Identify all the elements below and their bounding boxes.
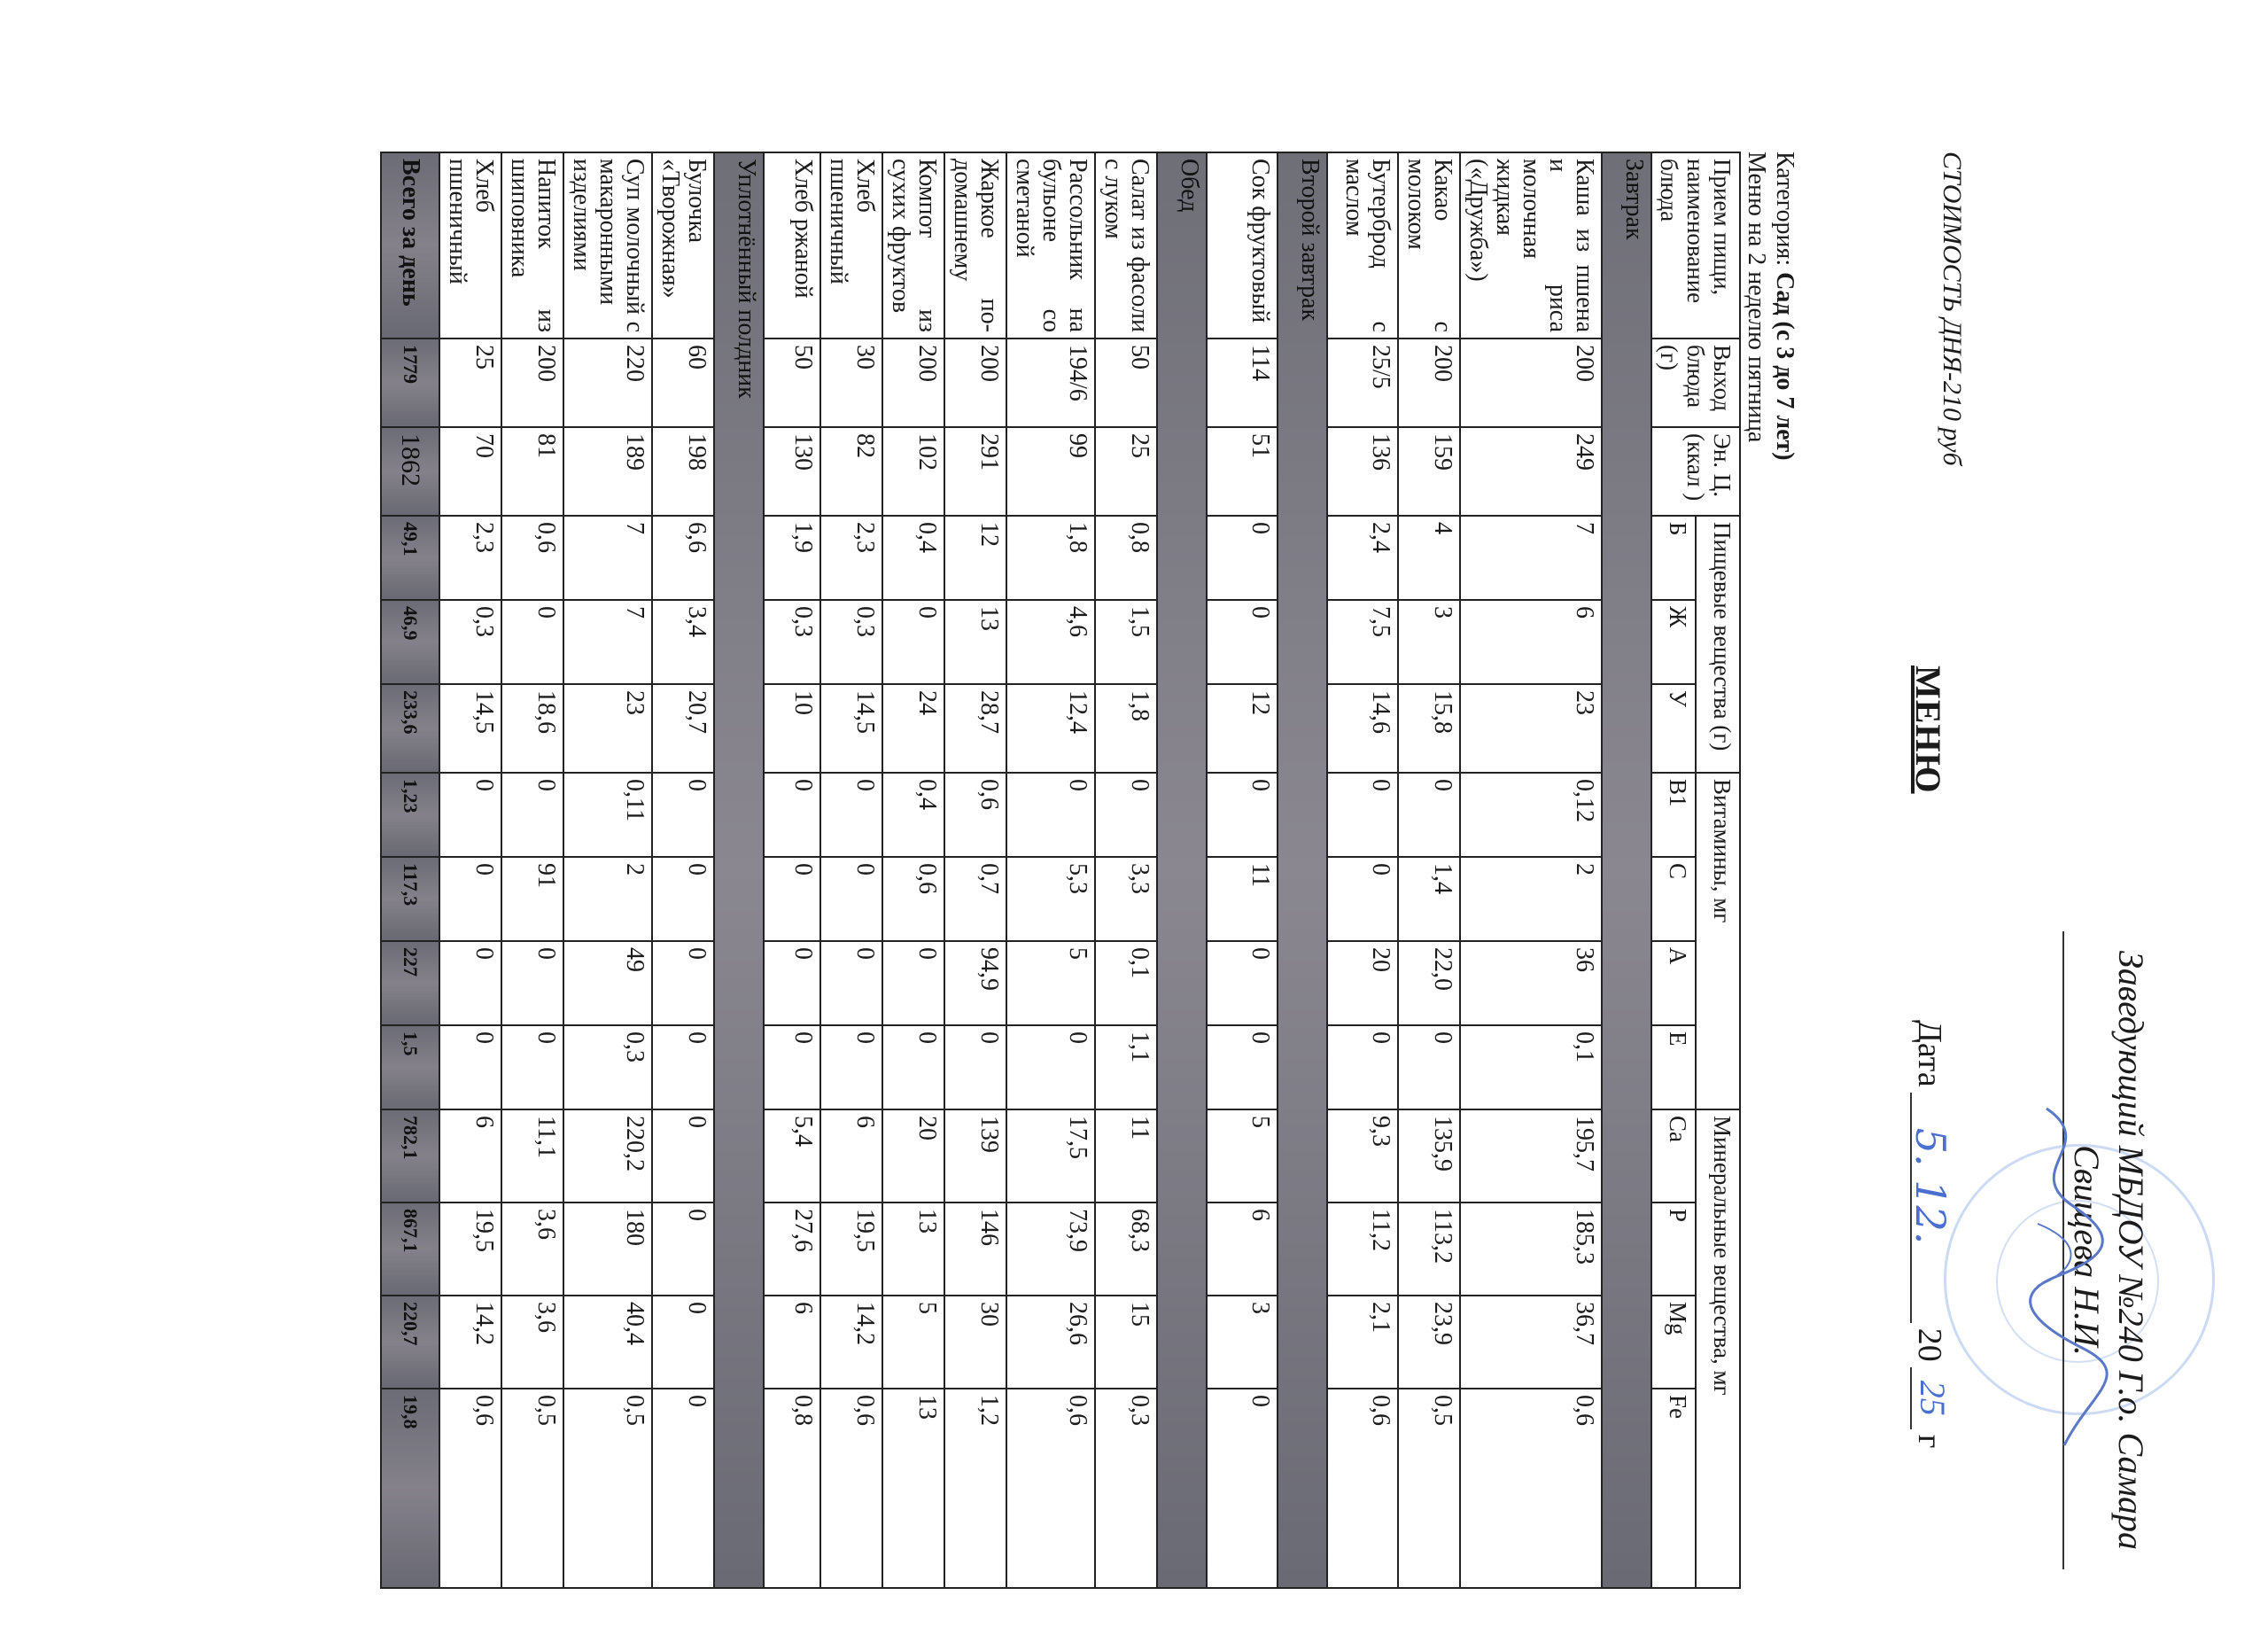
table-cell: 5,4: [764, 1109, 820, 1202]
director-name-text: Свищева Н.И.: [2067, 1145, 2107, 1356]
table-cell: 2: [563, 857, 652, 941]
table-row: [1095, 152, 1157, 1588]
table-cell: 3,6: [501, 1296, 563, 1389]
table-cell: 0: [764, 773, 820, 857]
table-cell: 20: [882, 1109, 944, 1202]
table-row: [944, 152, 1006, 1588]
table-cell: 14,2: [820, 1296, 882, 1389]
table-cell: 0: [764, 1025, 820, 1109]
table-cell: 220,2: [563, 1109, 652, 1202]
table-cell: 14,2: [439, 1296, 501, 1389]
total-cell: 49,1: [381, 516, 439, 600]
table-cell: 12: [944, 516, 1006, 600]
table-cell: 0,6: [1327, 1389, 1398, 1588]
dish-name: Хлеб ржаной: [764, 152, 820, 339]
table-cell: 94,9: [944, 941, 1006, 1025]
table-cell: 0,8: [1095, 516, 1157, 600]
table-cell: 15,8: [1398, 684, 1460, 773]
table-cell: 22,0: [1398, 941, 1460, 1025]
table-row: [1006, 152, 1095, 1588]
table-cell: 7,5: [1327, 600, 1398, 684]
table-cell: 0: [652, 1389, 714, 1588]
table-cell: 0: [652, 857, 714, 941]
table-cell: 14,5: [820, 684, 882, 773]
table-cell: 36,7: [1460, 1296, 1602, 1389]
table-cell: 12: [1207, 684, 1278, 773]
table-row: [882, 152, 944, 1588]
table-cell: 1,4: [1398, 857, 1460, 941]
table-cell: 220: [563, 339, 652, 427]
section-title: Завтрак: [1602, 152, 1651, 1588]
table-cell: 0: [1207, 1025, 1278, 1109]
table-cell: 0: [501, 941, 563, 1025]
table-cell: 20,7: [652, 684, 714, 773]
signature-icon: [2011, 1091, 2117, 1463]
table-cell: 20: [1327, 941, 1398, 1025]
table-cell: 0: [1006, 1025, 1095, 1109]
table-cell: 0,6: [501, 516, 563, 600]
table-cell: 0,1: [1460, 1025, 1602, 1109]
header-mg: Mg: [1651, 1296, 1696, 1389]
table-cell: 2,1: [1327, 1296, 1398, 1389]
dish-name: Рассольник на бульоне со сметаной: [1006, 152, 1095, 339]
table-cell: 18,6: [501, 684, 563, 773]
header-dish: Прием пищи, наименование блюда: [1651, 152, 1740, 339]
header-c: С: [1651, 857, 1696, 941]
table-cell: 189: [563, 427, 652, 516]
table-cell: 0: [1327, 773, 1398, 857]
section-title: Обед: [1157, 152, 1207, 1588]
table-cell: 0: [1207, 941, 1278, 1025]
table-cell: 3,3: [1095, 857, 1157, 941]
table-cell: 113,2: [1398, 1202, 1460, 1296]
table-cell: 102: [882, 427, 944, 516]
table-cell: 146: [944, 1202, 1006, 1296]
table-cell: 0: [820, 857, 882, 941]
table-cell: 30: [944, 1296, 1006, 1389]
table-row: [652, 152, 714, 1588]
table-cell: 3,6: [501, 1202, 563, 1296]
page-title: МЕНЮ: [1908, 665, 1948, 794]
table-cell: 0: [764, 941, 820, 1025]
table-cell: 2: [1460, 857, 1602, 941]
table-cell: 3: [1398, 600, 1460, 684]
table-row: [1327, 152, 1398, 1588]
table-cell: 40,4: [563, 1296, 652, 1389]
total-cell: 227: [381, 941, 439, 1025]
total-cell: 1,5: [381, 1025, 439, 1109]
date-label: Дата: [1911, 1020, 1948, 1087]
table-cell: 0: [944, 1025, 1006, 1109]
table-cell: 23,9: [1398, 1296, 1460, 1389]
dish-name: Хлеб пшеничный: [439, 152, 501, 339]
year-suffix: г: [1911, 1434, 1948, 1449]
table-cell: 194/6: [1006, 339, 1095, 427]
table-cell: 135,9: [1398, 1109, 1460, 1202]
director-title: Заведующий МБДОУ №240 Г.о. Самара: [2111, 950, 2151, 1551]
dish-name: Бутерброд с маслом: [1327, 152, 1398, 339]
header-fe: Fe: [1651, 1389, 1696, 1588]
table-cell: 5,3: [1006, 857, 1095, 941]
table-cell: 0: [882, 1025, 944, 1109]
table-cell: 14,6: [1327, 684, 1398, 773]
table-cell: 0: [1207, 1389, 1278, 1588]
table-cell: 0,6: [820, 1389, 882, 1588]
table-row: [501, 152, 563, 1588]
header-ca: Ca: [1651, 1109, 1696, 1202]
table-cell: 70: [439, 427, 501, 516]
table-cell: 180: [563, 1202, 652, 1296]
table-cell: 7: [563, 600, 652, 684]
table-cell: 26,6: [1006, 1296, 1095, 1389]
table-cell: 50: [1095, 339, 1157, 427]
table-cell: 1,1: [1095, 1025, 1157, 1109]
table-cell: 0: [1398, 1025, 1460, 1109]
section-title: Уплотнённый полдник: [714, 152, 764, 1588]
table-cell: 19,5: [439, 1202, 501, 1296]
table-cell: 1,9: [764, 516, 820, 600]
table-cell: 6: [764, 1296, 820, 1389]
table-row: [563, 152, 652, 1588]
table-cell: 14,5: [439, 684, 501, 773]
table-cell: 9,3: [1327, 1109, 1398, 1202]
table-cell: 49: [563, 941, 652, 1025]
section-title: Второй завтрак: [1278, 152, 1327, 1588]
table-cell: 114: [1207, 339, 1278, 427]
table-cell: 0: [439, 1025, 501, 1109]
date-row: [1907, 1020, 1958, 1449]
table-row: [820, 152, 882, 1588]
dish-name: Компот из сухих фруктов: [882, 152, 944, 339]
table-cell: 12,4: [1006, 684, 1095, 773]
header-u: У: [1651, 684, 1696, 773]
table-cell: 0,7: [944, 857, 1006, 941]
table-cell: 27,6: [764, 1202, 820, 1296]
category-value: Сад (с 3 до 7 лет): [1771, 272, 1798, 461]
table-cell: 13: [882, 1202, 944, 1296]
table-cell: 195,7: [1460, 1109, 1602, 1202]
table-cell: 0: [1327, 1025, 1398, 1109]
table-cell: 0: [1207, 516, 1278, 600]
table-cell: 15: [1095, 1296, 1157, 1389]
category-label: Категория:: [1771, 152, 1798, 267]
table-cell: 36: [1460, 941, 1602, 1025]
table-cell: 0: [1207, 773, 1278, 857]
table-cell: 51: [1207, 427, 1278, 516]
table-cell: 2,3: [439, 516, 501, 600]
table-cell: 6: [820, 1109, 882, 1202]
header-yield: Выход блюда (г): [1651, 339, 1740, 427]
table-cell: 50: [764, 339, 820, 427]
table-cell: 13: [882, 1389, 944, 1588]
table-cell: 0: [820, 773, 882, 857]
table-cell: 23: [563, 684, 652, 773]
section-row: [714, 152, 764, 1588]
table-cell: 0,12: [1460, 773, 1602, 857]
total-cell: 867,1: [381, 1202, 439, 1296]
total-cell: 782,1: [381, 1109, 439, 1202]
table-cell: 19,5: [820, 1202, 882, 1296]
table-cell: 198: [652, 427, 714, 516]
table-cell: 0: [820, 1025, 882, 1109]
table-cell: 25/5: [1327, 339, 1398, 427]
table-cell: 68,3: [1095, 1202, 1157, 1296]
table-cell: 6: [1207, 1202, 1278, 1296]
table-cell: 0: [501, 1025, 563, 1109]
table-cell: 10: [764, 684, 820, 773]
total-cell: 19,8: [381, 1389, 439, 1588]
table-cell: 30: [820, 339, 882, 427]
table-cell: 0,3: [820, 600, 882, 684]
date-field: [1907, 1093, 1958, 1323]
dish-name: Напиток из шиповника: [501, 152, 563, 339]
menu-table-body: [381, 152, 1651, 1588]
table-cell: 7: [563, 516, 652, 600]
year-prefix: 20: [1911, 1327, 1948, 1362]
header-zh: Ж: [1651, 600, 1696, 684]
table-cell: 4: [1398, 516, 1460, 600]
total-label: Всего за день: [381, 152, 439, 339]
table-cell: 7: [1460, 516, 1602, 600]
table-cell: 0: [1398, 773, 1460, 857]
total-cell: 233,6: [381, 684, 439, 773]
table-cell: 0,6: [439, 1389, 501, 1588]
table-cell: 25: [439, 339, 501, 427]
table-cell: 0,5: [501, 1389, 563, 1588]
table-cell: 291: [944, 427, 1006, 516]
table-cell: 99: [1006, 427, 1095, 516]
dish-name: Жаркое по-домашнему: [944, 152, 1006, 339]
table-cell: 6: [439, 1109, 501, 1202]
header-minerals: Минеральные вещества, мг: [1696, 1109, 1740, 1588]
dish-name: Хлеб пшеничный: [820, 152, 882, 339]
table-cell: 81: [501, 427, 563, 516]
table-cell: 0: [652, 773, 714, 857]
table-cell: 11: [1095, 1109, 1157, 1202]
table-cell: 6,6: [652, 516, 714, 600]
total-cell: 1,23: [381, 773, 439, 857]
table-cell: 0,6: [944, 773, 1006, 857]
table-header-row: [1696, 152, 1740, 1588]
table-cell: 28,7: [944, 684, 1006, 773]
table-cell: 0: [652, 941, 714, 1025]
table-cell: 1,5: [1095, 600, 1157, 684]
table-cell: 0: [652, 1109, 714, 1202]
table-cell: 0: [1095, 773, 1157, 857]
table-row: [764, 152, 820, 1588]
table-cell: 11: [1207, 857, 1278, 941]
table-cell: 0,4: [882, 773, 944, 857]
table-cell: 13: [944, 600, 1006, 684]
table-cell: 0: [652, 1296, 714, 1389]
table-cell: 5: [882, 1296, 944, 1389]
header-nutrients: Пищевые вещества (г): [1696, 516, 1740, 773]
total-cell: 117,3: [381, 857, 439, 941]
dish-name: Каша из пшена и риса молочная жидкая («Дружба»): [1460, 152, 1602, 339]
table-cell: 0: [1006, 773, 1095, 857]
header-p: P: [1651, 1202, 1696, 1296]
header-vitamins: Витамины, мг: [1696, 773, 1740, 1109]
table-cell: 0: [882, 600, 944, 684]
dish-name: Какао с молоком: [1398, 152, 1460, 339]
table-cell: 3,4: [652, 600, 714, 684]
table-cell: 24: [882, 684, 944, 773]
header-e: Е: [1651, 1025, 1696, 1109]
table-cell: 200: [882, 339, 944, 427]
year-handwritten: 25: [1910, 1367, 1953, 1429]
dish-name: Сок фруктовый: [1207, 152, 1278, 339]
header-b1: В1: [1651, 773, 1696, 857]
table-cell: 1,2: [944, 1389, 1006, 1588]
date-handwritten: 5. 12.: [1907, 1127, 1954, 1245]
table-cell: 0: [764, 857, 820, 941]
total-cell: 220,7: [381, 1296, 439, 1389]
section-row: [1157, 152, 1207, 1588]
table-cell: 0,11: [563, 773, 652, 857]
table-cell: 0: [820, 941, 882, 1025]
table-cell: 0,6: [882, 857, 944, 941]
table-cell: 91: [501, 857, 563, 941]
table-cell: 1,8: [1095, 684, 1157, 773]
table-cell: 139: [944, 1109, 1006, 1202]
dish-name: Салат из фасоли с луком: [1095, 152, 1157, 339]
table-cell: 11,1: [501, 1109, 563, 1202]
table-cell: 2,4: [1327, 516, 1398, 600]
table-cell: 1,8: [1006, 516, 1095, 600]
table-cell: 0: [439, 857, 501, 941]
table-row: [1398, 152, 1460, 1588]
table-cell: 0,5: [1398, 1389, 1460, 1588]
table-cell: 130: [764, 427, 820, 516]
table-cell: 0,6: [1006, 1389, 1095, 1588]
table-cell: 0,3: [439, 600, 501, 684]
table-cell: 200: [1398, 339, 1460, 427]
table-cell: 23: [1460, 684, 1602, 773]
table-cell: 0: [1327, 857, 1398, 941]
table-cell: 6: [1460, 600, 1602, 684]
section-row: [1278, 152, 1327, 1588]
table-cell: 0: [501, 773, 563, 857]
dish-name: Булочка «Творожная»: [652, 152, 714, 339]
section-row: [1602, 152, 1651, 1588]
header-b: Б: [1651, 516, 1696, 600]
table-cell: 0: [652, 1025, 714, 1109]
table-cell: 2,3: [820, 516, 882, 600]
table-row: [1207, 152, 1278, 1588]
day-cost: СТОИМОСТЬ ДНЯ-210 руб: [1938, 152, 1967, 466]
table-cell: 3: [1207, 1296, 1278, 1389]
table-cell: 25: [1095, 427, 1157, 516]
table-cell: 0,5: [563, 1389, 652, 1588]
table-row: [439, 152, 501, 1588]
table-cell: 185,3: [1460, 1202, 1602, 1296]
table-cell: 0: [439, 773, 501, 857]
table-cell: 0: [882, 941, 944, 1025]
header-energy: Эн. Ц. (ккал ): [1651, 427, 1740, 516]
table-cell: 0,1: [1095, 941, 1157, 1025]
menu-subtitle: Меню на 2 неделю пятница: [1743, 152, 1770, 443]
table-cell: 0,3: [1095, 1389, 1157, 1588]
table-cell: 200: [501, 339, 563, 427]
table-cell: 159: [1398, 427, 1460, 516]
total-row: [381, 152, 439, 1588]
table-cell: 200: [1460, 339, 1602, 427]
category-line: [1770, 152, 1798, 461]
table-cell: 5: [1006, 941, 1095, 1025]
table-row: [1460, 152, 1602, 1588]
table-cell: 0: [501, 600, 563, 684]
menu-sheet: [18, 27, 2250, 1623]
table-cell: 249: [1460, 427, 1602, 516]
table-cell: 0,3: [764, 600, 820, 684]
table-cell: 0,6: [1460, 1389, 1602, 1588]
table-cell: 0,8: [764, 1389, 820, 1588]
table-cell: 0,4: [882, 516, 944, 600]
table-cell: 0: [652, 1202, 714, 1296]
table-cell: 60: [652, 339, 714, 427]
table-cell: 73,9: [1006, 1202, 1095, 1296]
table-cell: 11,2: [1327, 1202, 1398, 1296]
total-cell: 46,9: [381, 600, 439, 684]
total-cell: 1862: [381, 427, 439, 516]
table-cell: 0: [1207, 600, 1278, 684]
table-cell: 0,3: [563, 1025, 652, 1109]
table-cell: 82: [820, 427, 882, 516]
table-cell: 4,6: [1006, 600, 1095, 684]
dish-name: Суп молочный с макаронными изделиями: [563, 152, 652, 339]
table-cell: 136: [1327, 427, 1398, 516]
table-cell: 17,5: [1006, 1109, 1095, 1202]
category-block: [1742, 152, 1798, 461]
menu-table: [380, 152, 1741, 1589]
header-a: А: [1651, 941, 1696, 1025]
total-cell: 1779: [381, 339, 439, 427]
table-cell: 5: [1207, 1109, 1278, 1202]
table-cell: 0: [439, 941, 501, 1025]
table-cell: 200: [944, 339, 1006, 427]
